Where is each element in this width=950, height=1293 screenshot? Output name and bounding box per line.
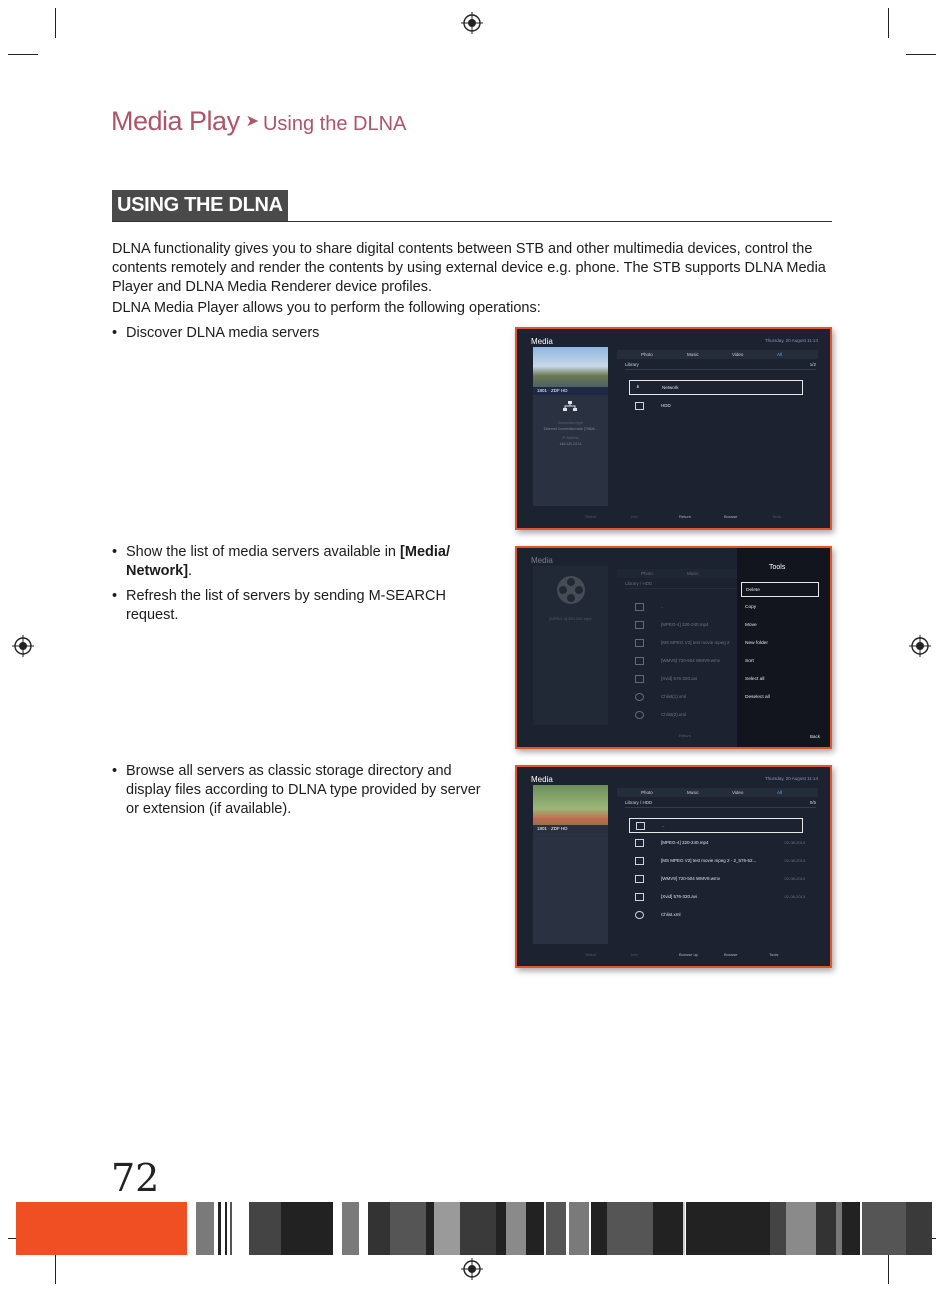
list-item [629, 836, 803, 851]
bar [816, 1202, 836, 1255]
section-heading [112, 190, 832, 222]
screen-title: Media [531, 337, 553, 346]
footer-hint: Browse [724, 514, 738, 519]
folder-up-icon [636, 822, 645, 830]
bar [770, 1202, 786, 1255]
video-file-icon [635, 857, 644, 865]
tools-item-copy[interactable]: Copy [745, 605, 757, 610]
tools-item-delete[interactable]: Delete [741, 582, 819, 597]
crumb-text: Library / HDD [625, 800, 653, 805]
bar [460, 1202, 496, 1255]
accent-bar [16, 1202, 187, 1255]
bar [906, 1202, 932, 1255]
tools-header: Tools [769, 564, 786, 571]
tools-menu [737, 548, 830, 747]
footer-hint: Select [585, 952, 597, 957]
crop-mark [888, 8, 889, 38]
intro-paragraph: DLNA Media Player allows you to perform the following operations: [112, 300, 541, 316]
bar [526, 1202, 544, 1255]
row-label: [WMV9] 720-504 WMV9.wmv [661, 876, 721, 881]
registration-mark-icon [461, 12, 483, 34]
tab-photo: Photo [641, 352, 653, 357]
bar [218, 1202, 221, 1255]
preview-thumbnail [533, 785, 608, 833]
bar [390, 1202, 426, 1255]
list-item [629, 908, 803, 923]
row-label: .. [662, 823, 665, 828]
unsupported-file-icon [635, 911, 644, 919]
video-file-icon [635, 875, 644, 883]
footer-hint: Browse [724, 952, 738, 957]
section-title: USING THE DLNA [112, 190, 288, 221]
bullet-list [112, 324, 492, 349]
chevron-right-icon: ➤ [245, 113, 259, 130]
film-reel-icon [555, 574, 587, 606]
bar [368, 1202, 390, 1255]
tools-item-sort[interactable]: Sort [745, 659, 754, 664]
tools-item-new-folder[interactable]: New folder [745, 641, 768, 646]
row-label: Chlist(1).xml [661, 694, 687, 699]
row-date: 02-08-2013 [784, 858, 805, 863]
media-screenshot-network [515, 327, 832, 530]
back-button[interactable]: Back [809, 734, 820, 739]
row-label: Chlist.xml [661, 912, 681, 917]
tab-all: All [777, 352, 783, 357]
bar [546, 1202, 566, 1255]
tab-video: Video [732, 352, 744, 357]
bar [196, 1202, 214, 1255]
bullet-item: • Browse all servers as classic storage directory and display files according to DLNA type provided by server or extension (if available). [112, 762, 492, 819]
crop-mark [55, 1254, 56, 1284]
breadcrumb [111, 106, 406, 137]
page-number: 72 [111, 1156, 160, 1200]
bar [342, 1202, 359, 1255]
list-item [629, 818, 803, 833]
bar [426, 1202, 434, 1255]
item-count: 0/5 [809, 800, 816, 805]
crop-mark [906, 54, 936, 55]
item-count: 1/2 [809, 362, 816, 367]
video-file-icon [635, 639, 644, 647]
library-crumb: Library / HDD [625, 581, 816, 589]
crop-mark [8, 54, 38, 55]
screen-title: Media [531, 556, 553, 565]
list-item [629, 890, 803, 905]
footer-hint: Browse up [679, 952, 698, 957]
folder-up-icon [635, 603, 644, 611]
preview-panel [533, 785, 608, 944]
bullet-item: • Discover DLNA media servers [112, 324, 492, 343]
tab-photo: Photo [641, 790, 653, 795]
bar [249, 1202, 281, 1255]
bar [434, 1202, 460, 1255]
screen-footer [517, 950, 830, 960]
preview-thumbnail [533, 347, 608, 395]
footer-hint: Info [631, 952, 638, 957]
footer-hint: Tools [769, 952, 779, 957]
video-file-icon [635, 839, 644, 847]
preview-panel [533, 347, 608, 506]
bullet-item [112, 543, 492, 581]
bar [506, 1202, 526, 1255]
bar [230, 1202, 232, 1255]
hdd-icon [635, 402, 644, 410]
row-label: Network [662, 385, 679, 390]
bar [683, 1202, 685, 1255]
bar [653, 1202, 683, 1255]
row-label: HDD [661, 403, 671, 408]
row-date: 02-08-2013 [784, 876, 805, 881]
bar [496, 1202, 506, 1255]
bar [591, 1202, 607, 1255]
list-item [629, 872, 803, 887]
breadcrumb-main: Media Play [111, 106, 240, 136]
bar [607, 1202, 653, 1255]
crumb-text: Library [625, 362, 639, 367]
footer-hint: Info [631, 514, 638, 519]
network-icon: ⋔ [636, 384, 640, 389]
footer-hint: Return [679, 733, 692, 738]
bar [569, 1202, 589, 1255]
row-label: [MS MPEG V2] test movie mpeg 2 - 2_576-52... [661, 858, 757, 863]
row-label: [MPEG-4] 320-240.mp4 [661, 622, 709, 627]
tab-music: Music [687, 790, 699, 795]
row-label: .. [661, 604, 664, 609]
media-screenshot-tools [515, 546, 832, 749]
row-label: Chlist(2).xml [661, 712, 687, 717]
video-file-icon [635, 657, 644, 665]
tab-photo: Photo [641, 571, 653, 576]
bullet-bold-text: [Media/ Network] [126, 544, 450, 579]
video-file-icon [635, 621, 644, 629]
preview-panel [533, 566, 608, 725]
row-label: [Xvid] 576-320.avi [661, 894, 698, 899]
breadcrumb-sub: Using the DLNA [262, 113, 407, 135]
bullet-text: Show the list of media servers available in [126, 544, 401, 560]
screen-date: Thursday, 20 August 11:14 [764, 338, 818, 343]
bar [281, 1202, 333, 1255]
bar [225, 1202, 227, 1255]
library-crumb [625, 362, 816, 370]
bar [862, 1202, 906, 1255]
tools-item-select-all[interactable]: Select all [745, 677, 765, 682]
bullet-list [112, 543, 492, 631]
video-file-icon [635, 675, 644, 683]
unsupported-file-icon [635, 693, 644, 701]
tab-video: Video [732, 790, 744, 795]
row-date: 02-08-2013 [784, 840, 805, 845]
crop-mark [888, 1254, 889, 1284]
bar [686, 1202, 770, 1255]
bullet-text: . [188, 563, 193, 579]
screen-footer [517, 512, 830, 522]
footer-hint: Select [585, 514, 597, 519]
crop-mark [55, 8, 56, 38]
row-label: [WMV9] 720-504 WMV9.wmv [661, 658, 721, 663]
row-label: [MPEG-4] 320-240.mp4 [661, 840, 709, 845]
video-file-icon [635, 893, 644, 901]
registration-mark-icon [12, 635, 34, 657]
network-icon [563, 401, 577, 411]
tools-item-move[interactable]: Move [745, 623, 757, 628]
unsupported-file-icon [635, 711, 644, 719]
tools-item-deselect-all[interactable]: Deselect all [745, 695, 770, 700]
footer-hint: Return [679, 514, 692, 519]
screen-date: Thursday, 20 August 11:14 [764, 776, 818, 781]
registration-mark-icon [461, 1258, 483, 1280]
tab-music: Music [687, 352, 699, 357]
row-label: [MS MPEG V2] test movie mpeg 2 [661, 640, 730, 645]
ip-label: IP Address [562, 436, 579, 440]
preview-caption: [MPEG-4] 320-240.mp4 [549, 616, 592, 621]
media-screenshot-browse [515, 765, 832, 968]
connection-label: Connection type [557, 421, 584, 425]
media-tabs [617, 788, 818, 797]
intro-text [112, 240, 832, 320]
decorative-bar-strip [16, 1202, 946, 1255]
tab-all: All [777, 790, 783, 795]
bar [842, 1202, 860, 1255]
thumb-caption: 1801 · ZDF HD [533, 825, 608, 833]
media-tabs [617, 350, 818, 359]
row-label: [Xvid] 576-320.avi [661, 676, 698, 681]
list-item [629, 399, 803, 414]
bullet-list [112, 762, 492, 825]
list-item [629, 854, 803, 869]
tab-music: Music [687, 571, 699, 576]
registration-mark-icon [909, 635, 931, 657]
list-item [629, 380, 803, 395]
footer-hint: Tools [772, 514, 782, 519]
library-crumb [625, 800, 816, 808]
thumb-caption: 1801 · ZDF HD [533, 387, 608, 395]
screen-title: Media [531, 775, 553, 784]
connection-value: Ethernet Connection with [73808... [543, 427, 598, 431]
ip-value: 146.120.24.11 [559, 442, 582, 446]
bar [786, 1202, 816, 1255]
bullet-item: • Refresh the list of servers by sending M-SEARCH request. [112, 587, 492, 625]
row-date: 02-08-2013 [784, 894, 805, 899]
intro-paragraph: DLNA functionality gives you to share digital contents between STB and other multimedia devices, control the contents remotely and render the contents by using external device e.g. phone. The STB supports DLNA Media Player and DLNA Media Renderer device profiles. [112, 241, 826, 295]
